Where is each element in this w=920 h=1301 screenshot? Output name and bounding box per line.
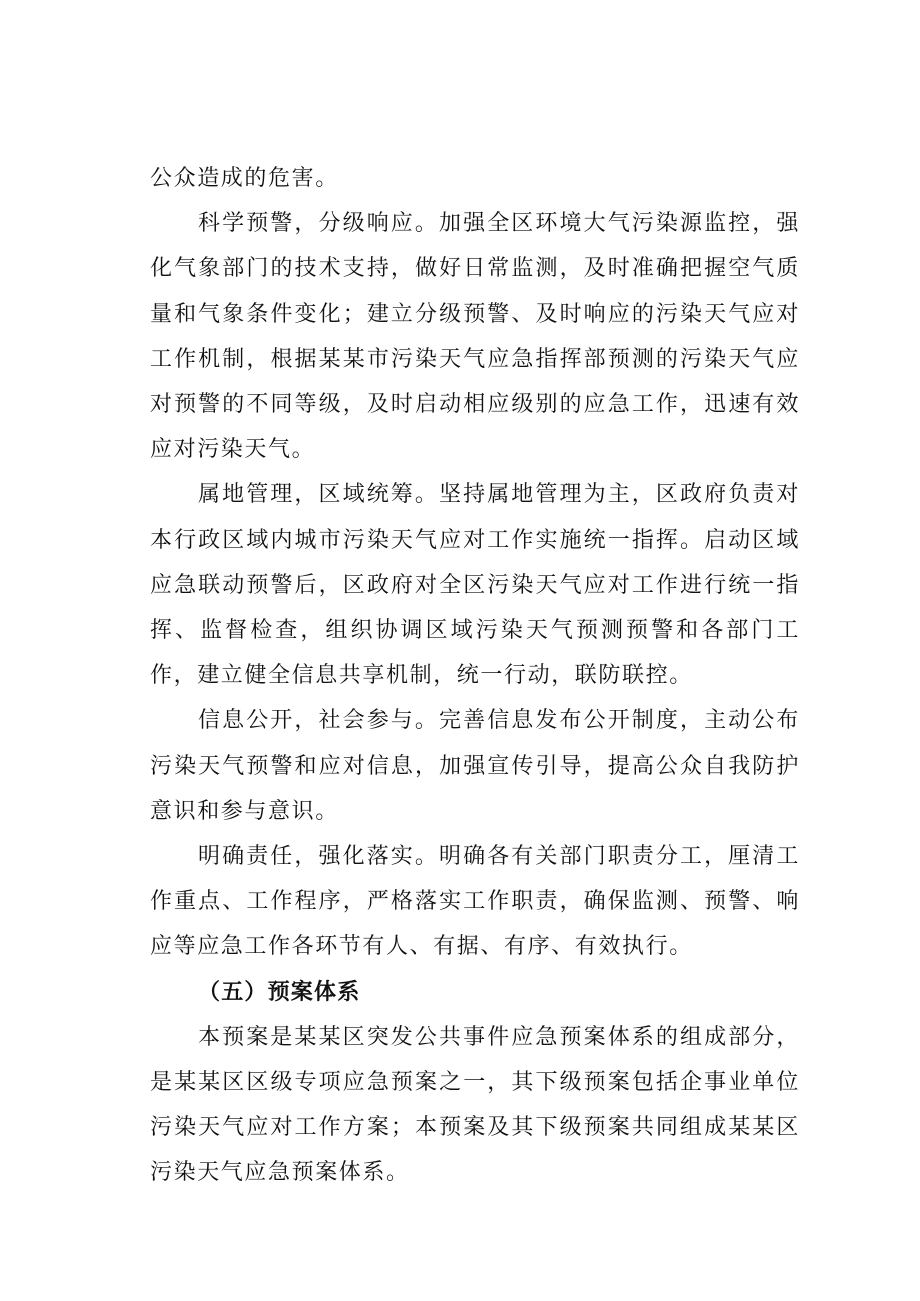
paragraph-clear-responsibility: 明确责任，强化落实。明确各有关部门职责分工，厘清工作重点、工作程序，严格落实工作职责，确保监测、预警、响应等应急工作各环节有人、有据、有序、有效执行。: [150, 844, 800, 960]
paragraph-territorial-management: 属地管理，区域统筹。坚持属地管理为主，区政府负责对本行政区域内城市污染天气应对工作实施统一指挥。启动区域应急联动预警后，区政府对全区污染天气应对工作进行统一指挥、监督检查，组织协调区域污染天气预测预警和各部门工作，建立健全信息共享机制，统一行动，联防联控。: [150, 482, 800, 689]
section-heading: （五）预案体系: [198, 979, 361, 1005]
document-body: [150, 156, 800, 1196]
paragraph-continuation: 公众造成的危害。: [150, 166, 339, 191]
paragraph-plan-system: 本预案是某某区突发公共事件应急预案体系的组成部分，是某某区区级专项应急预案之一，其下级预案包括企事业单位污染天气应对工作方案；本预案及其下级预案共同组成某某区污染天气应急预案体系。: [150, 1024, 800, 1186]
paragraph-scientific-warning: 科学预警，分级响应。加强全区环境大气污染源监控，强化气象部门的技术支持，做好日常监测，及时准确把握空气质量和气象条件变化；建立分级预警、及时响应的污染天气应对工作机制，根据某某市污染天气应急指挥部预测的污染天气应对预警的不同等级，及时启动相应级别的应急工作，迅速有效应对污染天气。: [150, 211, 800, 463]
paragraph-information-disclosure: 信息公开，社会参与。完善信息发布公开制度，主动公布污染天气预警和应对信息，加强宣传引导，提高公众自我防护意识和参与意识。: [150, 708, 800, 824]
